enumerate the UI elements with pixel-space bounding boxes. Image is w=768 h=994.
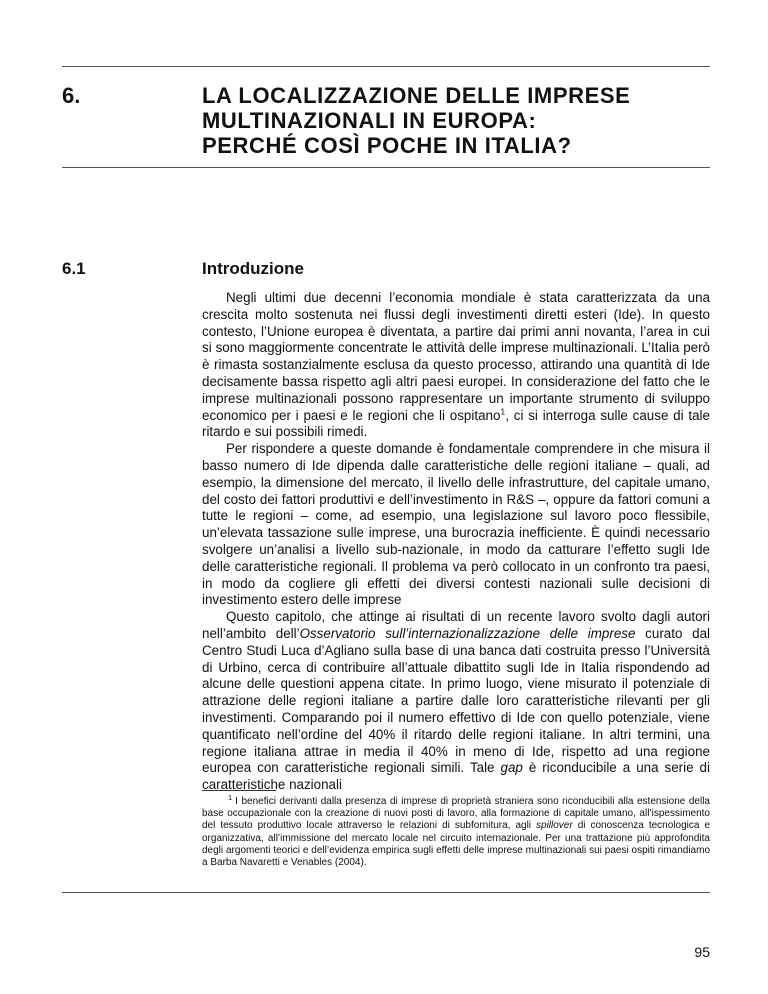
section-title: Introduzione (202, 259, 304, 278)
paragraph-2: Per rispondere a queste domande è fondamentale comprendere in che misura il basso numero di Ide dipenda dalle caratteristiche delle regioni italiane – quali, ad esempio, la dimensione del mercato, il livello delle infrastrutture, del capitale umano, del costo dei fattori produttivi e dell’investimento in R&S –, oppure da fattori comuni a tutte le regioni – come, ad esempio, una legislazione sul lavoro poco flessibile, un’elevata tassazione sulle imprese, una burocrazia inefficiente. È quindi necessario svolgere un’analisi a livello sub-nazionale, in modo da catturare l’effetto sugli Ide delle caratteristiche regionali. Il problema va però collocato in un confronto tra paesi, in modo da cogliere gli effetti dei diversi contesti nazionali sulle decisioni di investimento estero delle imprese (202, 441, 710, 608)
footnote-reference[interactable]: 1 (500, 406, 506, 417)
footnote: $^1$ I benefici derivanti dalla presenza di imprese di proprietà straniera sono riconducibili alla estensione della base occupazionale con la creazione di nuovi posti di lavoro, alla formazione di capitale umano, all’ispessimento del tessuto produttivo locale attraverso le relazioni di subfornitura, agli spillover di conoscenza tecnologica e organizzativa, all’immissione del mercato locale nel circuito internazionale. Per una trattazione più approfondita degli argomenti teorici e dell’evidenza empirica sugli effetti delle imprese multinazionali sui paesi ospiti rimandiamo a Barba Navaretti e Venables (2004). (202, 792, 710, 869)
paragraph-1: Negli ultimi due decenni l’economia mondiale è stata caratterizzata da una crescita molto sostenuta nei flussi degli investimenti diretti esteri (Ide). In questo contesto, l’Unione europea è diventata, a partire dai primi anni novanta, l’area in cui si sono maggiormente concentrate le attività delle imprese multinazionali. L’Italia però è rimasta sostanzialmente esclusa da questo processo, attirando una quantità di Ide decisamente bassa rispetto agli altri paesi europei. In considerazione del fatto che le imprese multinazionali possono rappresentare un importante strumento di sviluppo economico per i paesi e le regioni che li ospitano$^1$, ci si interroga sulle cause di tale ritardo e sui possibili rimedi. (202, 290, 710, 440)
chapter-title-line-3: PERCHÉ COSÌ POCHE IN ITALIA? (202, 133, 572, 158)
body-text (202, 290, 710, 794)
title-bottom-rule (62, 167, 710, 168)
page-number: 95 (694, 944, 710, 960)
footnote-separator (202, 790, 276, 791)
chapter-title-line-2: MULTINAZIONALI IN EUROPA: (202, 108, 537, 133)
spillover-term: spillover (536, 820, 573, 832)
top-rule (62, 66, 710, 67)
paragraph-3: Questo capitolo, che attinge ai risultati di un recente lavoro svolto dagli autori nell’ambito dell’Osservatorio sull’internazionalizzazione delle imprese curato dal Centro Studi Luca d’Agliano sulla base di una banca dati costruita presso l’Università di Urbino, cerca di contribuire all’attuale dibattito sugli Ide in Italia rispondendo ad alcune delle questioni appena citate. In primo luogo, viene misurato il potenziale di attrazione delle regioni italiane a partire dalle loro caratteristiche rilevanti per gli investimenti. Comparando poi il numero effettivo di Ide con quello potenziale, viene quantificato nell’ordine del 40% il ritardo delle regioni italiane. In altri termini, una regione italiana attrae in media il 40% in meno di Ide, rispetto ad una regione europea con caratteristiche regionali simili. Tale gap è riconducibile a una serie di caratteristiche nazionali (202, 609, 710, 793)
chapter-title (202, 83, 702, 158)
observatory-title: Osservatorio sull’internazionalizzazione delle imprese (299, 625, 636, 641)
bottom-rule (62, 892, 710, 893)
footnote-marker: 1 (228, 792, 233, 802)
chapter-title-line-1: LA LOCALIZZAZIONE DELLE IMPRESE (202, 83, 631, 108)
gap-term: gap (500, 760, 523, 776)
section-number: 6.1 (62, 259, 86, 278)
chapter-number: 6. (62, 83, 81, 108)
